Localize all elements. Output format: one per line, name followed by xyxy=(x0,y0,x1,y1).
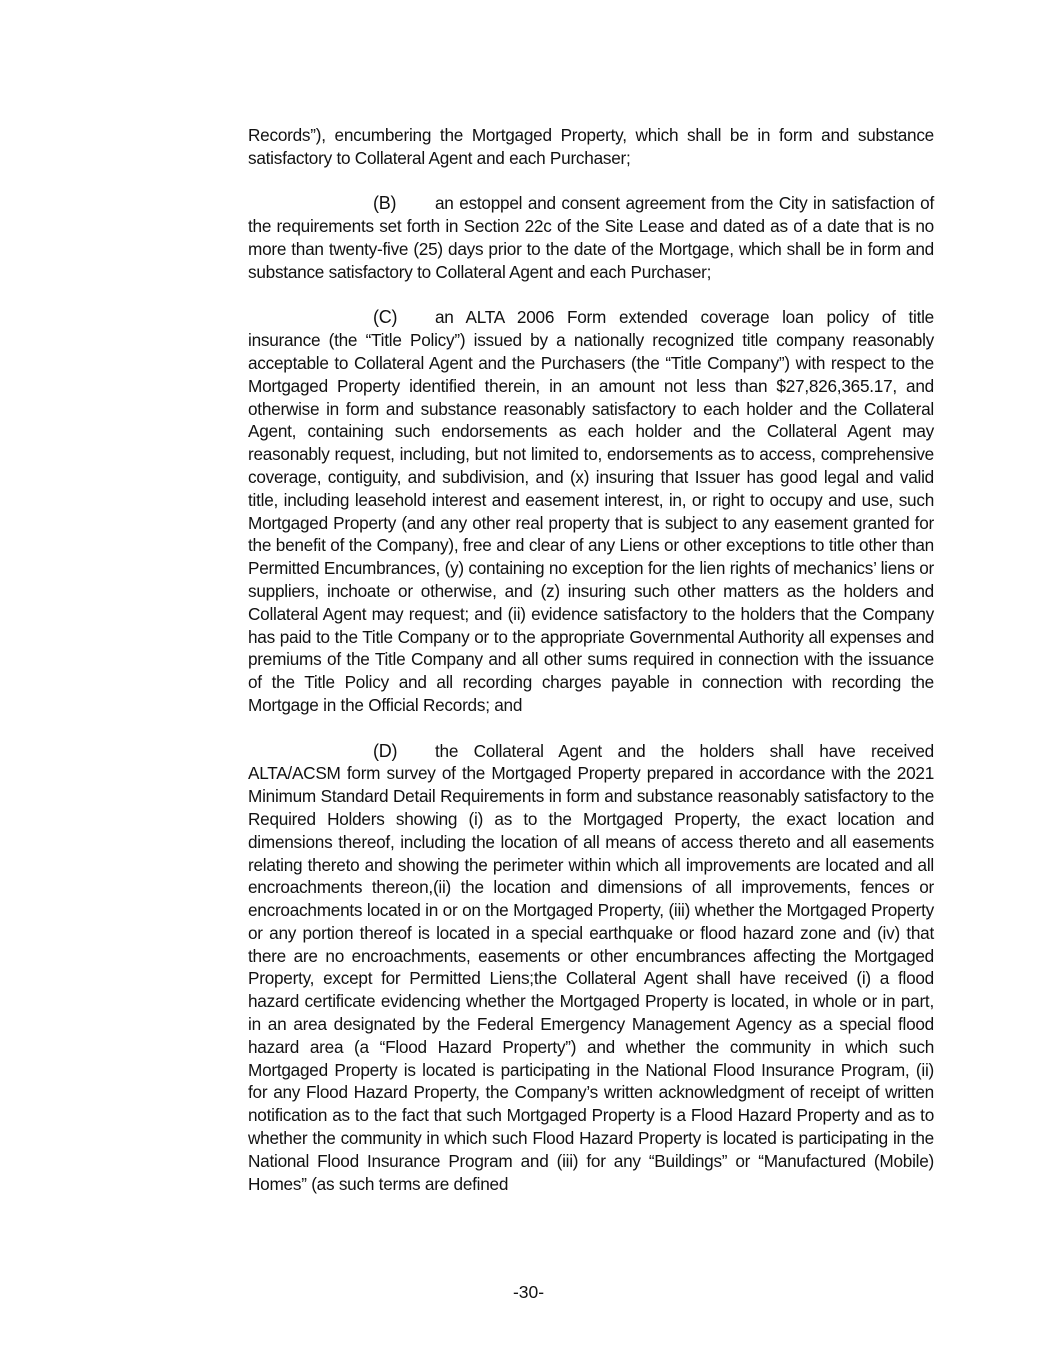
item-marker: (B) xyxy=(373,193,397,214)
item-marker: (C) xyxy=(373,307,398,328)
page-number: -30- xyxy=(512,1282,545,1302)
paragraph-item-b xyxy=(248,192,934,283)
item-marker: (D) xyxy=(373,740,398,761)
paragraph-item-d xyxy=(248,740,934,1196)
paragraph-item-c xyxy=(248,306,934,716)
document-body xyxy=(248,124,934,1218)
paragraph-text: an estoppel and consent agreement from the City in satisfaction of the requirements set forth in Section 22c of the Site Lease and dated as of a date that is no more than twenty-five (25) days prior to the date of the Mortgage, which shall be in form and substance satisfactory to Collateral Agent and each Purchaser; xyxy=(248,193,934,282)
paragraph-text: the Collateral Agent and the holders shall have received ALTA/ACSM form survey of the Mortgaged Property prepared in accordance with the 2021 Minimum Standard Detail Requirements in form and substance reasonably satisfactory to the Required Holders showing (i) as to the Mortgaged Property, the exact location and dimensions thereof, including the location of all means of access thereto and all easements relating thereto and showing the perimeter within which all improvements are located and all encroachments thereon,(ii) the location and dimensions of all improvements, fences or encroachments located in or on the Mortgaged Property, (iii) whether the Mortgaged Property or any portion thereof is located in a special earthquake or flood hazard zone and (iv) that there are no encroachments, easements or other encumbrances affecting the Mortgaged Property, except for Permitted Liens;the Collateral Agent shall have received (i) a flood hazard certificate evidencing whether the Mortgaged Property is located, in whole or in part, in an area designated by the Federal Emergency Management Agency as a special flood hazard area (a “Flood Hazard Property”) and whether the community in which such Mortgaged Property is located is participating in the National Flood Insurance Program, (ii) for any Flood Hazard Property, the Company’s written acknowledgment of receipt of written notification as to the fact that such Mortgaged Property is a Flood Hazard Property and as to whether the community in which such Flood Hazard Property is located is participating in the National Flood Insurance Program and (iii) for any “Buildings” or “Manufactured (Mobile) Homes” (as such terms are defined xyxy=(248,740,934,1194)
paragraph-text: an ALTA 2006 Form extended coverage loan policy of title insurance (the “Title Policy”) issued by a nationally recognized title company reasonably acceptable to Collateral Agent and the Purchasers (the “Title Company”) with respect to the Mortgaged Property identified therein, in an amount not less than $27,826,365.17, and otherwise in form and substance reasonably satisfactory to each holder and the Collateral Agent, containing such endorsements as each holder and the Collateral Agent may reasonably request, including, but not limited to, endorsements as to access, comprehensive coverage, contiguity, and subdivision, and (x) insuring that Issuer has good legal and valid title, including leasehold interest and easement interest, in, or right to occupy and use, such Mortgaged Property (and any other real property that is subject to any easement granted for the benefit of the Company), free and clear of any Liens or other exceptions to title other than Permitted Encumbrances, (y) containing no exception for the lien rights of mechanics’ liens or suppliers, inchoate or otherwise, and (z) insuring such other matters as the holders and Collateral Agent may request; and (ii) evidence satisfactory to the holders that the Company has paid to the Title Company or to the appropriate Governmental Authority all expenses and premiums of the Title Company and all other sums required in connection with the issuance of the Title Policy and all recording charges payable in connection with recording the Mortgage in the Official Records; and xyxy=(248,307,934,715)
paragraph-text: Records”), encumbering the Mortgaged Property, which shall be in form and substance satisfactory to Collateral Agent and each Purchaser; xyxy=(248,125,934,168)
paragraph-continuation xyxy=(248,124,934,170)
